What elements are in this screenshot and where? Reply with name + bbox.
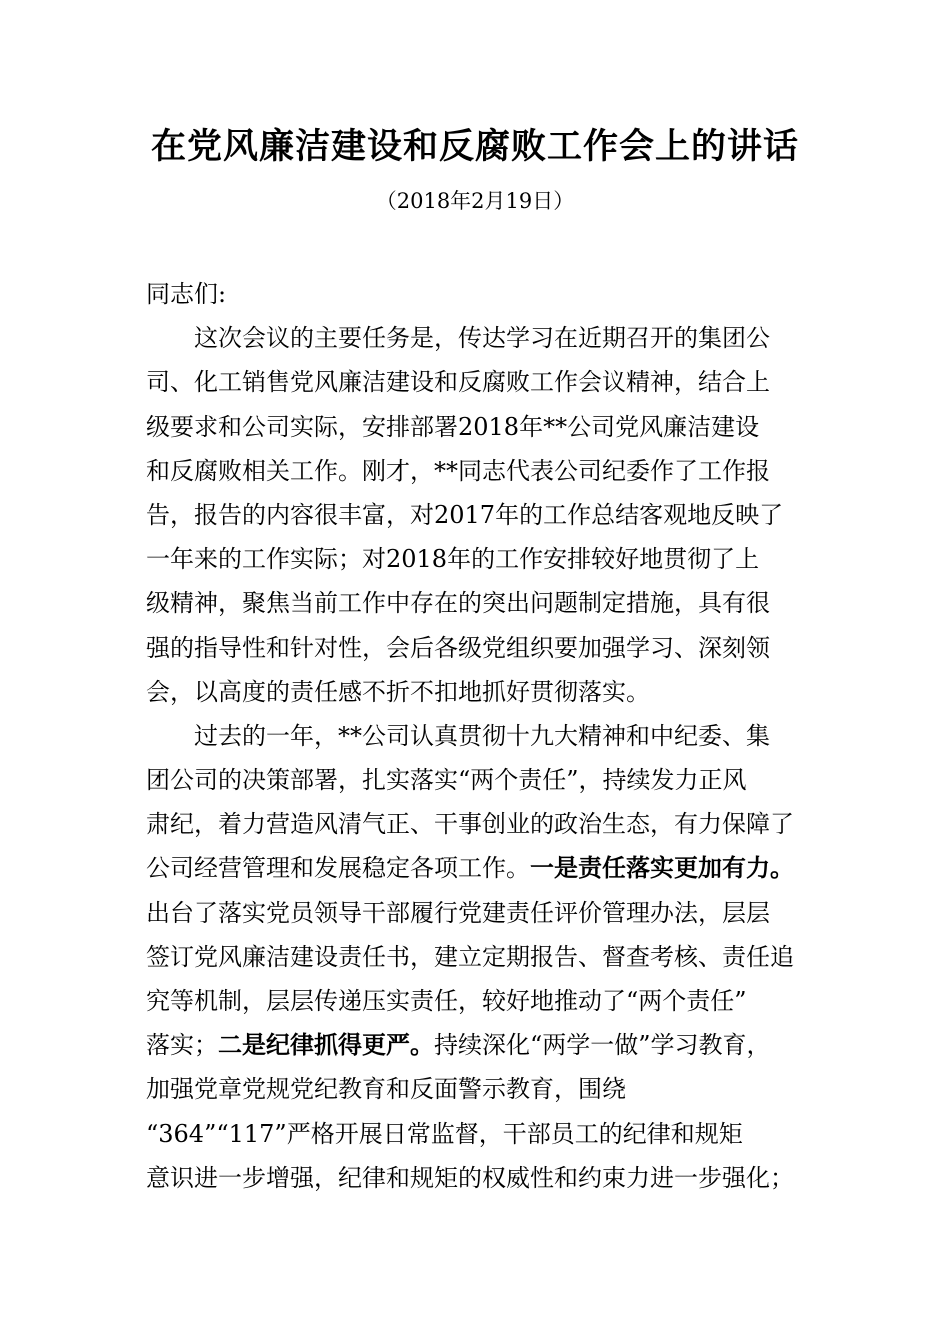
paragraph-text: 落实； [146, 1031, 218, 1060]
paragraph-line: 出台了落实党员领导干部履行党建责任评价管理办法，层层 [146, 898, 770, 927]
paragraph-line: 告，报告的内容很丰富，对2017年的工作总结客观地反映了 [146, 500, 784, 529]
document-title: 在党风廉洁建设和反腐败工作会上的讲话 [150, 126, 799, 167]
paragraph-line: 过去的一年，**公司认真贯彻十九大精神和中纪委、集 [194, 721, 770, 750]
bold-highlight: 一是责任落实更加有力。 [530, 854, 794, 883]
paragraph-line: 级要求和公司实际，安排部署2018年**公司党风廉洁建设 [146, 412, 760, 441]
paragraph-line [146, 1023, 811, 1067]
paragraph-line: 强的指导性和针对性，会后各级党组织要加强学习、深刻领 [146, 633, 770, 662]
document-body [146, 272, 811, 1200]
document-date: （2018年2月19日） [375, 189, 575, 213]
paragraph-line: 肃纪，着力营造风清气正、干事创业的政治生态，有力保障了 [146, 810, 794, 839]
paragraph-line: 签订党风廉洁建设责任书，建立定期报告、督查考核、责任追 [146, 942, 794, 971]
paragraph-line: 团公司的决策部署，扎实落实“两个责任”，持续发力正风 [146, 766, 747, 795]
paragraph-text: 持续深化“两学一做”学习教育， [434, 1031, 771, 1060]
paragraph-line: 意识进一步增强，纪律和规矩的权威性和约束力进一步强化； [146, 1163, 794, 1192]
paragraph-line: 和反腐败相关工作。刚才，**同志代表公司纪委作了工作报 [146, 456, 770, 485]
paragraph-line: 这次会议的主要任务是，传达学习在近期召开的集团公 [194, 324, 770, 353]
paragraph-line: 究等机制，层层传递压实责任，较好地推动了“两个责任” [146, 987, 747, 1015]
paragraph-line: “364”“117”严格开展日常监督，干部员工的纪律和规矩 [146, 1119, 743, 1148]
paragraph-line: 加强党章党规党纪教育和反面警示教育，围绕 [146, 1075, 626, 1104]
paragraph-line: 会，以高度的责任感不折不扣地抓好贯彻落实。 [146, 677, 650, 706]
salutation: 同志们: [146, 280, 227, 308]
bold-highlight: 二是纪律抓得更严。 [218, 1031, 434, 1060]
paragraph-line: 级精神，聚焦当前工作中存在的突出问题制定措施，具有很 [146, 589, 770, 618]
paragraph-text: 公司经营管理和发展稳定各项工作。 [146, 854, 530, 883]
paragraph-line [146, 846, 811, 890]
paragraph-line: 司、化工销售党风廉洁建设和反腐败工作会议精神，结合上 [146, 368, 770, 397]
paragraph-line: 一年来的工作实际；对2018年的工作安排较好地贯彻了上 [146, 545, 760, 574]
